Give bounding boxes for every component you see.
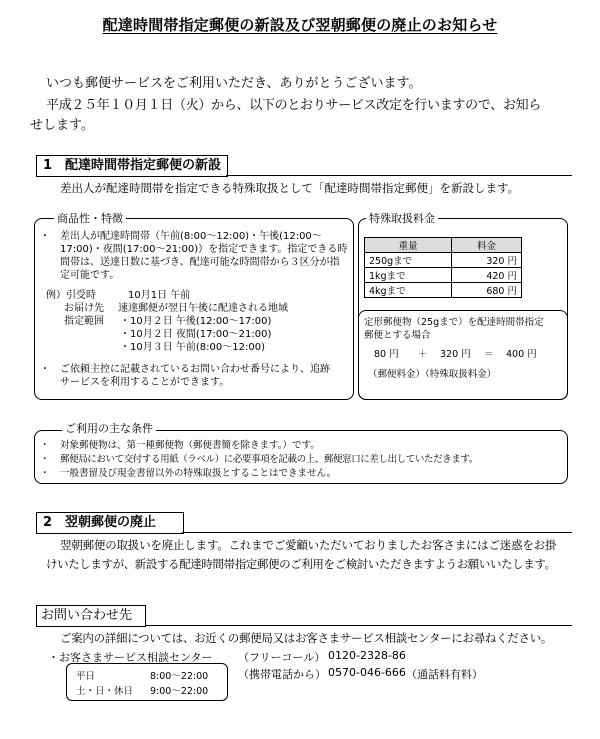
features-b1-l1: 差出人が配達時間帯（午前(8:00～12:00)・午後(12:00～ (60, 231, 322, 242)
table-row (365, 283, 522, 298)
example-accept-label: 例）引受時 (46, 290, 96, 301)
example-delivery-value: 速達郵便が翌日午後に配達される地域 (118, 303, 288, 314)
table-row (365, 253, 522, 268)
fee-calc-plus: ＋ (418, 349, 428, 360)
section2-line-2: けいたしますが、新設する配達時間帯指定郵便のご利用をご検討いただきますようお願いいたします。 (46, 557, 556, 571)
conditions-bullet: ・ (40, 468, 50, 479)
fee-calc-note: （郵便料金）（特殊取扱料金） (368, 369, 497, 380)
features-b1-l3: 間帯は、送達日数に基づき、配達可能な時間帯から３区分が指 (60, 257, 340, 268)
fees-col-weight: 重量 (365, 238, 452, 253)
features-b2-l2: サービスを利用することができます。 (60, 377, 230, 388)
contact-center: ・お客さまサービス相談センター (48, 651, 213, 664)
fees-amount: 420 円 (452, 268, 522, 283)
page-title: 配達時間帯指定郵便の新設及び翌朝郵便の廃止のお知らせ (102, 16, 498, 34)
fees-weight: 250gまで (365, 253, 452, 268)
fee-calc-postage: 80 円 (374, 349, 399, 360)
fee-calc-equals: ＝ (484, 349, 494, 360)
contact-mobile-number[interactable]: 0570-046-666 (328, 666, 406, 679)
features-bullet-1: ・ (40, 231, 50, 242)
conditions-item-2: 郵便局において交付する用紙（ラベル）に必要事項を記載の上、郵便窓口に差し出していただきます。 (60, 454, 478, 465)
features-b1-l2: 17:00)・夜間(17:00～21:00)）を指定できます。指定できる時 (60, 244, 348, 255)
example-range-3: ・10月３日 午前(8:00～12:00) (120, 342, 265, 353)
fee-calc-special: 320 円 (440, 349, 471, 360)
fees-weight: 1kgまで (365, 268, 452, 283)
conditions-bullet: ・ (40, 454, 50, 465)
section2-line-1: 翌朝郵便の取扱いを廃止します。これまでご愛顧いただいておりましたお客さまにはご迷惑をお掛 (60, 538, 557, 552)
hours-weekend-label: 土・日・休日 (76, 686, 134, 697)
section1-heading: 1 配達時間帯指定郵便の新設 (36, 155, 228, 177)
example-accept-value: 10月1日 午前 (128, 290, 191, 301)
intro-line-2: 平成２５年１０月１日（火）から、以下のとおりサービス改定を行いますので、お知ら (46, 98, 542, 113)
intro-line-1: いつも郵便サービスをご利用いただき、ありがとうございます。 (46, 76, 422, 91)
contact-free-label: （フリーコール） (238, 651, 326, 664)
fees-header-row (365, 238, 522, 253)
section2-heading: 2 翌朝郵便の廃止 (36, 512, 184, 534)
contact-mobile-label: （携帯電話から） (238, 668, 326, 681)
features-legend: 商品性・特徴 (54, 210, 126, 226)
intro-line-3: せします。 (30, 118, 94, 133)
contact-rule (146, 625, 572, 626)
section1-rule (226, 175, 572, 176)
contact-line-1: ご案内の詳細については、お近くの郵便局又はお客さまサービス相談センターにお尋ねください。 (60, 631, 553, 645)
example-range-1: ・10月２日 午後(12:00～17:00) (120, 316, 272, 327)
hours-weekday-label: 平日 (76, 671, 96, 682)
fees-amount: 680 円 (452, 283, 522, 298)
fees-table (364, 237, 522, 298)
fee-example-l2: 郵便とする場合 (364, 330, 431, 341)
conditions-bullet: ・ (40, 440, 50, 451)
fees-weight: 4kgまで (365, 283, 452, 298)
fees-legend: 特殊取扱料金 (366, 210, 438, 226)
hours-weekend: 9:00～22:00 (150, 686, 209, 697)
features-b1-l4: 定可能です。 (60, 270, 120, 281)
fees-col-fee: 料金 (452, 238, 522, 253)
section1-lead: 差出人が配達時間帯を指定できる特殊取扱として「配達時間帯指定郵便」を新設します。 (60, 181, 520, 195)
contact-heading: お問い合わせ先 (36, 605, 146, 627)
fee-calc-total: 400 円 (506, 349, 537, 360)
contact-mobile-note: （通話料有料） (406, 668, 483, 681)
example-range-label: 指定範囲 (64, 316, 104, 327)
conditions-item-1: 対象郵便物は、第一種郵便物（郵便書簡を除きます。）です。 (60, 440, 320, 451)
features-bullet-2: ・ (40, 364, 50, 375)
section2-rule (182, 532, 572, 533)
contact-free-number[interactable]: 0120-2328-86 (328, 649, 406, 662)
fee-example-l1: 定形郵便物（25gまで）を配達時間帯指定 (364, 317, 544, 328)
conditions-item-3: 一般書留及び現金書留以外の特殊取扱とすることはできません。 (60, 468, 337, 479)
example-delivery-label: お届け先 (64, 303, 104, 314)
hours-weekday: 8:00～22:00 (150, 671, 209, 682)
fees-amount: 320 円 (452, 253, 522, 268)
example-range-2: ・10月２日 夜間(17:00～21:00) (120, 329, 272, 340)
table-row (365, 268, 522, 283)
conditions-legend: ご利用の主な条件 (62, 420, 156, 436)
features-b2-l1: ご依頼主控に記載されているお問い合わせ番号により、追跡 (60, 364, 330, 375)
